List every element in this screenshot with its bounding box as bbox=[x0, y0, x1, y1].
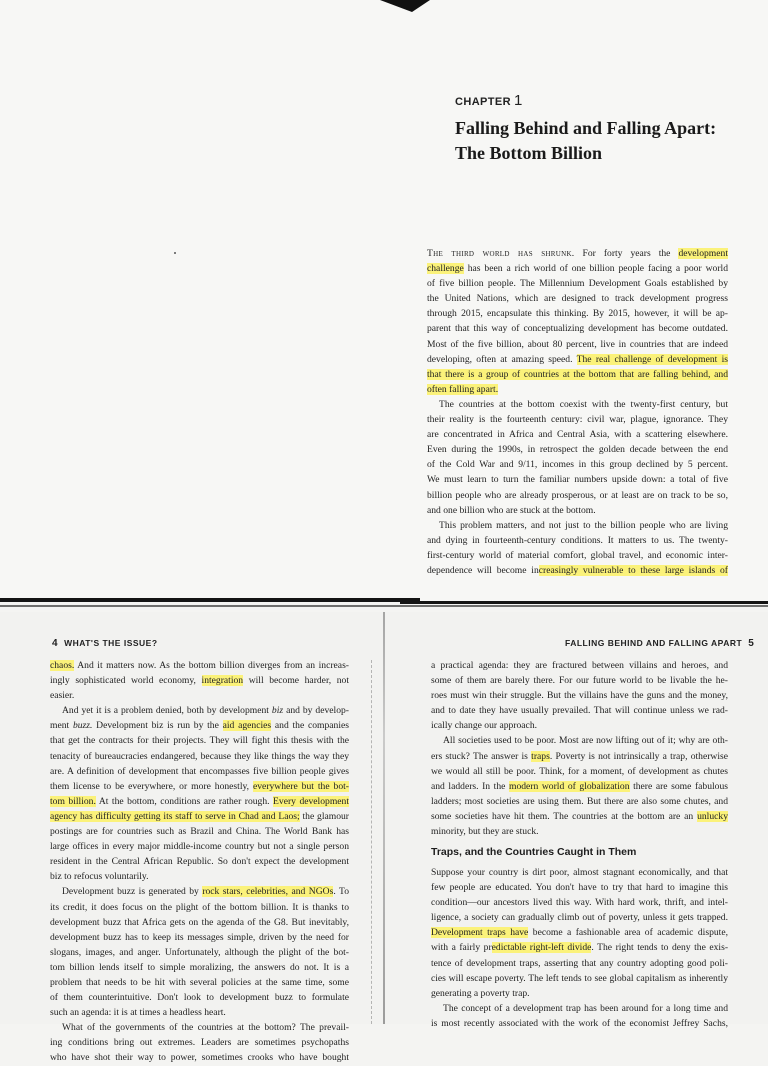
text-line bbox=[427, 503, 728, 518]
highlighted-text: development bbox=[678, 248, 728, 259]
highlighted-text: creasingly vulnerable to these large islands of bbox=[538, 564, 728, 576]
text-segment: a practical agenda: they are fractured between villains and heroes, and bbox=[431, 660, 728, 671]
text-line bbox=[427, 472, 728, 487]
text-line bbox=[431, 865, 728, 880]
text-segment: biz to refocus voluntarily. bbox=[50, 871, 149, 883]
text-line bbox=[431, 794, 728, 809]
text-segment: . Poverty is not intrinsically a trap, otherwise bbox=[549, 750, 729, 762]
text-segment: tence of development traps, asserting that any country adopting good poli- bbox=[431, 957, 728, 969]
text-segment: ligence, a society can gradually climb out of poverty, unless it gets trapped. bbox=[431, 912, 728, 924]
text-line bbox=[431, 733, 728, 748]
text-line bbox=[50, 990, 349, 1005]
text-line bbox=[431, 1001, 728, 1016]
text-line bbox=[50, 749, 349, 764]
highlighted-text: modern world of globalization bbox=[508, 780, 630, 792]
text-segment: What of the governments of the countries at the bottom? The prevail- bbox=[62, 1022, 349, 1034]
text-line bbox=[50, 779, 349, 794]
text-segment: biz bbox=[271, 705, 284, 717]
text-line bbox=[50, 794, 349, 809]
text-line bbox=[431, 764, 728, 779]
text-line bbox=[427, 337, 728, 352]
page-fold-edge bbox=[0, 596, 768, 610]
highlighted-text: traps bbox=[531, 750, 550, 762]
text-segment: ing conditions bring out extremes. Leaders are sometimes psychopaths bbox=[50, 1037, 349, 1049]
text-line bbox=[50, 1020, 349, 1035]
text-segment: buzz. bbox=[72, 720, 93, 732]
text-segment: . To bbox=[333, 886, 349, 898]
text-segment: has been a rich world of one billion people facing a poor world bbox=[463, 263, 728, 275]
text-segment: condition—our ancestors lived this way. With hard work, thrift, and intel- bbox=[431, 897, 728, 909]
text-segment: are concentrated in Africa and Central Asia, with a scattering elsewhere. bbox=[427, 429, 728, 441]
text-line bbox=[50, 930, 349, 945]
chapter-word: CHAPTER bbox=[455, 96, 511, 108]
text-segment: will become harder, not bbox=[243, 675, 350, 687]
text-segment: And yet it is a problem denied, both by development bbox=[62, 705, 272, 717]
text-line bbox=[431, 809, 728, 824]
text-line bbox=[427, 397, 728, 412]
text-line bbox=[427, 548, 728, 563]
page-number-right: 5 bbox=[748, 638, 755, 649]
page-number-left: 4 bbox=[52, 638, 59, 649]
text-segment: with a fairly pr bbox=[431, 942, 492, 954]
text-line bbox=[50, 824, 349, 839]
text-line bbox=[50, 764, 349, 779]
text-segment: first-century world of material comfort, global travel, and economic inter- bbox=[427, 549, 728, 561]
text-line bbox=[427, 382, 728, 397]
text-line bbox=[50, 945, 349, 960]
text-segment: parent that this way of conceptualizing development has become outdated. bbox=[427, 323, 728, 335]
text-segment: such an agenda: it is at times a headless heart. bbox=[50, 1007, 226, 1019]
text-segment: This problem matters, and not just to the billion people who are living bbox=[439, 519, 728, 531]
text-segment: and dying in fourteenth-century conditions. It matters to us. The twenty- bbox=[427, 534, 728, 546]
text-line bbox=[50, 809, 349, 824]
text-segment: the glamour bbox=[299, 810, 350, 822]
text-line bbox=[50, 960, 349, 975]
text-segment: slogans, images, and anger. Unfortunately, although the plight of the bot- bbox=[50, 946, 349, 958]
text-line bbox=[427, 367, 728, 382]
text-line bbox=[427, 321, 728, 336]
text-segment: and the companies bbox=[271, 720, 350, 732]
text-line bbox=[427, 261, 728, 276]
highlighted-text: The real challenge of development is bbox=[576, 353, 728, 365]
text-segment: dependence will become in bbox=[427, 564, 539, 576]
highlighted-text: agency has difficulty getting its staff to serve in Chad and Laos; bbox=[50, 810, 300, 822]
text-segment: Development biz is run by the bbox=[92, 720, 223, 732]
text-segment: and by develop- bbox=[283, 705, 349, 717]
text-segment: are. A definition of development that encompasses five billion people gives bbox=[50, 765, 349, 777]
text-line bbox=[431, 956, 728, 971]
text-segment: problem that needs to be hit with several policies at the same time, some bbox=[50, 976, 349, 988]
text-line bbox=[427, 518, 728, 533]
text-line bbox=[50, 975, 349, 990]
highlighted-text: edictable right-left divide bbox=[491, 942, 592, 954]
text-line bbox=[50, 673, 349, 688]
highlighted-text: often falling apart. bbox=[427, 383, 499, 395]
text-line bbox=[50, 1035, 349, 1050]
text-line bbox=[427, 533, 728, 548]
chapter-number: 1 bbox=[513, 92, 523, 109]
text-segment: ment bbox=[50, 720, 73, 732]
text-segment: And it matters now. As the bottom billion diverges from an increas- bbox=[74, 660, 349, 671]
text-line bbox=[50, 688, 349, 703]
text-line bbox=[50, 884, 349, 899]
text-line bbox=[427, 246, 728, 261]
text-segment: is most recently associated with the work of the economist Jeffrey Sachs, bbox=[431, 1017, 728, 1029]
text-line bbox=[431, 940, 728, 955]
text-segment: and to date they have usually prevailed. That will continue unless we rad- bbox=[431, 705, 728, 717]
text-segment: easier. bbox=[50, 690, 75, 702]
text-segment: large offices in every major middle-income country but not a single person bbox=[50, 841, 349, 853]
text-line bbox=[431, 718, 728, 733]
text-line bbox=[50, 915, 349, 930]
text-segment: For forty years the bbox=[574, 248, 679, 259]
chapter-opening-text bbox=[427, 246, 728, 578]
chapter-title-line-1: Falling Behind and Falling Apart: bbox=[455, 118, 717, 138]
text-line bbox=[427, 412, 728, 427]
text-line bbox=[50, 718, 349, 733]
text-segment: become a fashionable area of academic dispute, bbox=[528, 927, 728, 939]
text-segment: ingly sophisticated world economy, bbox=[50, 675, 202, 687]
dust-speck bbox=[174, 252, 176, 254]
text-segment: of them counterintuitive. Don't look to development buzz to formulate bbox=[50, 992, 349, 1004]
running-head-right bbox=[565, 638, 754, 649]
chapter-title-line-2: The Bottom Billion bbox=[455, 143, 603, 163]
chapter-label bbox=[455, 92, 523, 109]
text-line bbox=[50, 839, 349, 854]
text-line bbox=[431, 749, 728, 764]
text-line bbox=[427, 276, 728, 291]
text-line bbox=[50, 854, 349, 869]
running-title-left: WHAT'S THE ISSUE? bbox=[64, 638, 158, 648]
text-segment: some societies have hit them. The countries at the bottom are an bbox=[431, 810, 698, 822]
scan-corner-shadow bbox=[380, 0, 430, 12]
text-segment: who have shot their way to power, sometimes crooks who have bought bbox=[50, 1052, 349, 1064]
text-segment: The countries at the bottom coexist with the twenty-first century, but bbox=[439, 398, 728, 410]
chapter-title bbox=[455, 116, 755, 166]
text-segment: there are some fabulous bbox=[629, 780, 728, 792]
highlighted-text: aid agencies bbox=[222, 720, 272, 732]
text-line bbox=[431, 688, 728, 703]
text-segment: Development buzz is generated by bbox=[62, 886, 203, 898]
text-line bbox=[427, 488, 728, 503]
text-segment: developing, often at amazing speed. bbox=[427, 353, 577, 365]
text-segment: we would all still be poor. Think, for a moment, of development as chutes bbox=[431, 765, 728, 777]
text-line bbox=[431, 925, 728, 940]
text-segment: the United Nations, which are designed to track development progress bbox=[427, 293, 728, 305]
text-segment: and ladders. In the bbox=[431, 780, 509, 792]
highlighted-text: tom billion. bbox=[50, 795, 96, 807]
text-segment: few people are educated. You don't have to try that hard to imagine this bbox=[431, 882, 728, 894]
text-segment: cies will escape poverty. The left tends to see global capitalism as inherently bbox=[431, 972, 728, 984]
section-heading: Traps, and the Countries Caught in Them bbox=[431, 846, 637, 858]
highlighted-text: challenge bbox=[427, 263, 464, 275]
text-line bbox=[50, 869, 349, 884]
highlighted-text: everywhere but the bot- bbox=[253, 780, 349, 792]
text-segment: All societies used to be poor. Most are now lifting out of it; why are oth- bbox=[443, 735, 728, 747]
text-segment: tom billion lends itself to simple moralizing, the answers do not. It is a bbox=[50, 961, 349, 973]
text-segment: development buzz that Africa gets on the agenda of the G8. But inevitably, bbox=[50, 916, 349, 928]
highlighted-text: unlucky bbox=[697, 810, 728, 822]
text-line bbox=[427, 427, 728, 442]
highlighted-text: Every development bbox=[273, 795, 350, 807]
text-segment: them license to be everywhere, or more honestly, bbox=[50, 780, 253, 792]
text-segment: ers stuck? The answer is bbox=[431, 750, 532, 762]
text-line bbox=[50, 1050, 349, 1065]
text-line bbox=[431, 895, 728, 910]
text-line bbox=[431, 1016, 728, 1031]
text-segment: through 2015, encapsulate this thinking. By 2015, however, it will be ap- bbox=[427, 308, 728, 320]
text-segment: minority, but they are stuck. bbox=[431, 826, 539, 838]
text-segment: ically change our approach. bbox=[431, 720, 538, 732]
text-segment: Even during the 1990s, in retrospect the golden decade between the end bbox=[427, 444, 728, 456]
text-segment: Most of the five billion, about 80 percent, live in countries that are indeed bbox=[427, 338, 728, 350]
text-line bbox=[50, 703, 349, 718]
text-segment: We must learn to turn the familiar numbers upside down: a total of five bbox=[427, 474, 728, 486]
text-segment: tenacity of bureaucracies endangered, because they like things the way they bbox=[50, 750, 349, 762]
text-line bbox=[427, 563, 728, 578]
text-line bbox=[50, 733, 349, 748]
text-line bbox=[427, 442, 728, 457]
highlighted-text: that there is a group of countries at the bottom that are falling behind, and bbox=[427, 368, 728, 380]
text-line bbox=[431, 880, 728, 895]
text-segment: its credit, it does focus on the plight of the bottom billion. It is thanks to bbox=[50, 901, 349, 913]
text-segment: postings are for countries such as Brazil and China. The World Bank has bbox=[50, 826, 349, 838]
text-line bbox=[431, 703, 728, 718]
text-line bbox=[431, 779, 728, 794]
page-4-text bbox=[50, 658, 349, 1066]
running-title-right: FALLING BEHIND AND FALLING APART bbox=[565, 638, 743, 648]
margin-pencil-marks bbox=[371, 660, 378, 1024]
text-line bbox=[50, 1005, 349, 1020]
text-line bbox=[427, 457, 728, 472]
text-line bbox=[431, 824, 728, 839]
text-segment: . The right tends to deny the exis- bbox=[591, 942, 729, 954]
text-line bbox=[50, 900, 349, 915]
text-segment: of five billion people. The Millennium Development Goals established by bbox=[427, 278, 728, 290]
text-segment: billion people who are already prosperous, or at least are on track to be so, bbox=[427, 489, 728, 501]
text-line bbox=[427, 291, 728, 306]
text-line bbox=[427, 352, 728, 367]
text-segment: ladders; most societies are using them. But there are also some chutes, and bbox=[431, 795, 728, 807]
text-segment: resident in the Central African Republic. So don't expect the development bbox=[50, 856, 349, 868]
highlighted-text: chaos. bbox=[50, 660, 75, 671]
book-gutter bbox=[383, 612, 385, 1024]
text-segment: of the Cold War and 9/11, incomes in this group declined by 5 percent. bbox=[427, 459, 728, 471]
text-segment: roes must win their struggle. But the villains have the guns and the money, bbox=[431, 690, 728, 702]
text-line bbox=[431, 910, 728, 925]
page-5-text bbox=[431, 658, 728, 839]
text-segment: The third world has shrunk. bbox=[427, 248, 575, 259]
text-line bbox=[431, 673, 728, 688]
running-head-left bbox=[52, 638, 158, 649]
text-segment: The concept of a development trap has been around for a long time and bbox=[443, 1002, 728, 1014]
text-line bbox=[431, 986, 728, 1001]
text-line bbox=[431, 658, 728, 673]
highlighted-text: Development traps have bbox=[431, 927, 529, 939]
text-segment: and one billion who are stuck at the bottom. bbox=[427, 504, 596, 516]
text-segment: their reality is the fourteenth century: civil war, plague, ignorance. They bbox=[427, 414, 728, 426]
highlighted-text: rock stars, celebrities, and NGOs bbox=[202, 886, 334, 898]
text-segment: generating a poverty trap. bbox=[431, 987, 530, 999]
text-segment: development buzz has to keep its messages simple, driven by the need for bbox=[50, 931, 349, 943]
text-line bbox=[431, 971, 728, 986]
text-segment: some of them are barely there. For our future world to be livable the he- bbox=[431, 675, 728, 687]
text-line bbox=[50, 658, 349, 673]
page-5-section-text bbox=[431, 865, 728, 1031]
text-segment: that get the contracts for their projects. They will fight this thesis with the bbox=[50, 735, 349, 747]
highlighted-text: integration bbox=[201, 675, 244, 687]
text-line bbox=[427, 306, 728, 321]
text-segment: Suppose your country is dirt poor, almost stagnant economically, and that bbox=[431, 867, 728, 878]
text-segment: At the bottom, conditions are rather rough. bbox=[95, 795, 274, 807]
